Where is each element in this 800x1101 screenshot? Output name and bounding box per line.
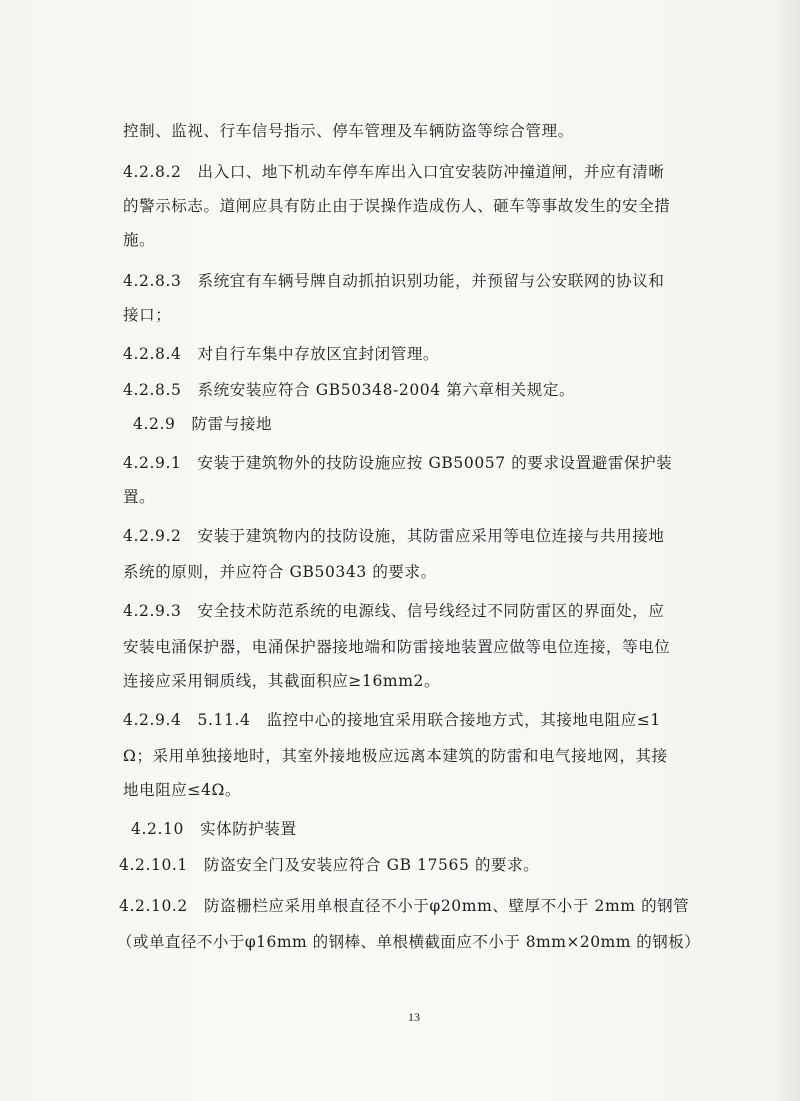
text-line: 4.2.9.3 安全技术防范系统的电源线、信号线经过不同防雷区的界面处，应: [123, 602, 665, 620]
text-line: 4.2.8.3 系统宜有车辆号牌自动抓拍识别功能，并预留与公安联网的协议和: [123, 272, 665, 290]
text-line: Ω；采用单独接地时，其室外接地极应远离本建筑的防雷和电气接地网，其接: [123, 747, 668, 765]
page-edge-shadow: [774, 0, 800, 1101]
text-line: 施。: [123, 231, 156, 249]
text-line: 4.2.9.1 安装于建筑物外的技防设施应按 GB50057 的要求设置避雷保护装: [123, 454, 673, 472]
text-line: 4.2.9.4 5.11.4 监控中心的接地宜采用联合接地方式，其接地电阻应≤1: [123, 711, 661, 729]
text-line: 4.2.10.1 防盗安全门及安装应符合 GB 17565 的要求。: [119, 856, 540, 874]
text-line: 地电阻应≤4Ω。: [123, 781, 242, 799]
text-line: 4.2.9.2 安装于建筑物内的技防设施，其防雷应采用等电位连接与共用接地: [123, 527, 665, 545]
text-line: 安装电涌保护器，电涌保护器接地端和防雷接地装置应做等电位连接，等电位: [123, 638, 671, 656]
text-line: 置。: [123, 488, 156, 506]
text-line: 控制、监视、行车信号指示、停车管理及车辆防盗等综合管理。: [123, 122, 574, 140]
text-line: 4.2.10.2 防盗栅栏应采用单根直径不小于φ20mm、壁厚不小于 2mm 的钢管: [119, 897, 690, 915]
text-line: 4.2.8.4 对自行车集中存放区宜封闭管理。: [123, 345, 440, 363]
text-line: 连接应采用铜质线，其截面积应≥16mm2。: [123, 672, 441, 690]
section-heading: 4.2.10 实体防护装置: [131, 820, 297, 838]
text-line: （或单直径不小于φ16mm 的钢棒、单根横截面应不小于 8mm×20mm 的钢板）: [117, 933, 701, 951]
text-line: 系统的原则，并应符合 GB50343 的要求。: [123, 563, 437, 581]
text-line: 接口；: [123, 306, 172, 324]
section-heading: 4.2.9 防雷与接地: [133, 415, 273, 433]
text-line: 4.2.8.5 系统安装应符合 GB50348-2004 第六章相关规定。: [123, 381, 576, 399]
text-line: 4.2.8.2 出入口、地下机动车停车库出入口宜安装防冲撞道闸，并应有清晰: [123, 163, 665, 181]
text-line: 的警示标志。道闸应具有防止由于误操作造成伤人、砸车等事故发生的安全措: [123, 197, 671, 215]
page-number: 13: [408, 1010, 420, 1024]
